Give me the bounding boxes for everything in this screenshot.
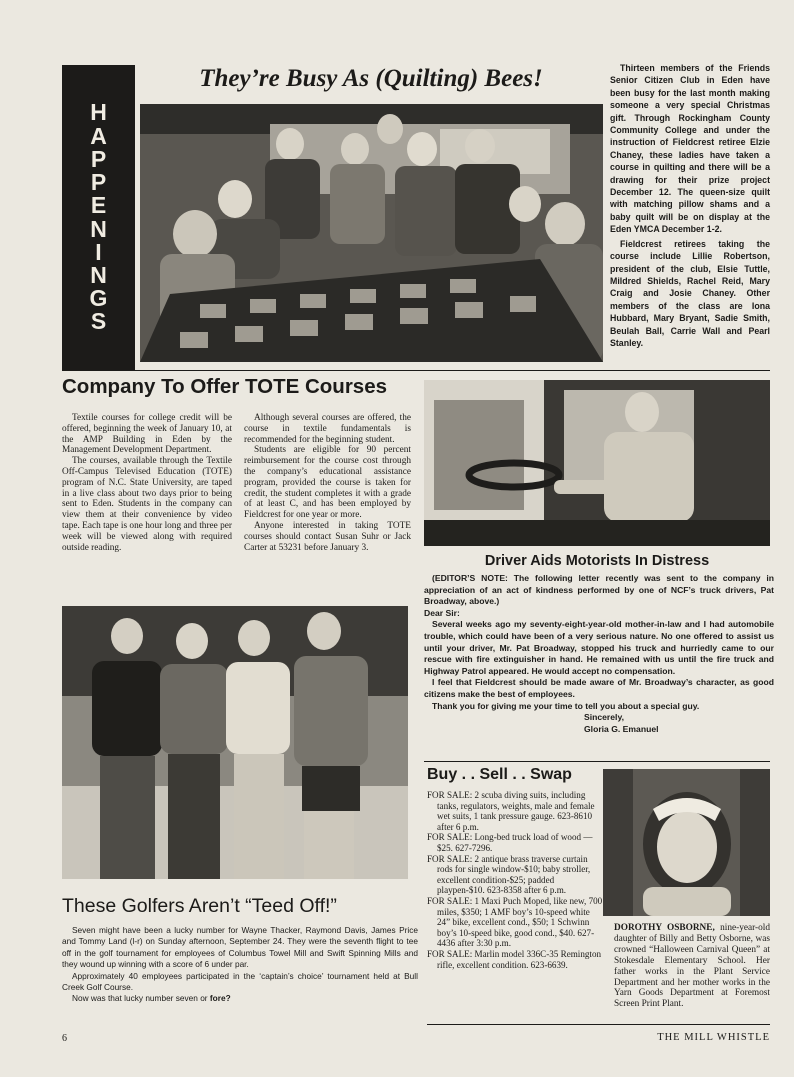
classified-ad: FOR SALE: Long-bed truck load of wood — $25. 627-7296. [427,832,593,853]
tote-column-2 [244,413,411,553]
banner-letter: A [90,122,107,149]
publication-name: THE MILL WHISTLE [657,1032,770,1043]
golf-closing-punchline: fore? [209,993,231,1004]
banner-letter: N [90,215,107,242]
letter-closing: Sincerely, [584,712,624,723]
banner-letter: N [90,261,107,288]
quilting-article [610,62,770,349]
golf-closing [62,993,418,1004]
swap-headline: Buy . . Sell . . Swap [427,766,572,783]
banner-letter: P [90,145,107,172]
letter-salutation: Dear Sir: [424,607,460,618]
banner-letter: S [90,308,107,335]
letter-signature: Gloria G. Emanuel [584,723,659,734]
golf-article [62,925,418,1005]
carnival-queen-photo [603,769,770,916]
banner-letter: G [89,285,108,312]
classified-ad: FOR SALE: Marlin model 336C-35 Remington rifle, excellent condition. 623-6639. [427,948,602,970]
quilting-photo-illustration [140,104,603,362]
quilting-headline: They’re Busy As (Quilting) Bees! [199,65,543,92]
driver-letter [424,573,774,735]
quilting-paragraph: Thirteen members of the Friends Senior Citizen Club in Eden have been busy for the last month making someone a very special Christmas gift. Through Rockingham County Community College and under the instruction of Fieldcrest retiree Elzie Chaney, these ladies have taken a course in quilting and there will be a drawing for their prize project December 12. The queen-size quilt with matching pillow shams and a baby quilt will be on display at the Eden YMCA December 1-2. [610,63,770,235]
footer-divider [427,1024,770,1025]
golf-closing-text: Now was that lucky number seven or [72,993,210,1004]
golfers-illustration [62,606,408,879]
tote-paragraph: Textile courses for college credit will be offered, beginning the week of January 10, at the AMP Building in Eden by the Management Development Department. [62,413,232,456]
banner-letter: H [90,99,107,126]
tote-column-1 [62,413,232,553]
classified-ad: FOR SALE: 1 Maxi Puch Moped, like new, 700 miles, $350; 1 AMF boy’s 10-speed white 24” bike, excellent cond., $50; 1 Schwinn boy’s 10-speed bike, good cond., $40. 627-4436 after 3:30 p.m. [427,895,603,949]
letter-paragraph: Thank you for giving me your time to tell you about a special guy. [432,700,700,711]
banner-letter: P [90,169,107,196]
editor-note: (EDITOR’S NOTE: The following letter recently was sent to the company in appreciation of an act of kindness performed by one of NCF’s truck drivers, Pat Broadway, above.) [424,573,774,607]
caption-name: DOROTHY OSBORNE, [614,923,715,933]
carnival-queen-illustration [603,769,770,916]
classified-ads [427,790,603,970]
quilting-photo [140,104,603,362]
golf-paragraph: Approximately 40 employees participated in the ‘captain’s choice’ tournament held at Bull Creek Golf Course. [62,970,418,993]
carnival-queen-caption [614,923,770,1010]
truck-driver-illustration [424,380,770,546]
page-number: 6 [62,1033,67,1044]
section-divider [424,761,770,762]
letter-paragraph: I feel that Fieldcrest should be made aware of Mr. Broadway’s character, as good citizens make the best of employees. [424,677,774,699]
section-divider [62,370,770,371]
caption-text: nine-year-old daughter of Billy and Betty Osborne, was crowned “Halloween Carnival Queen” at Stokesdale Elementary School. Her father works in the Plant Service Department and her mother works in the Yarn Goods Department at Foremost Screen Print Plant. [614,923,770,1010]
tote-paragraph: Anyone interested in taking TOTE courses should contact Susan Suhr or Jack Carter at 53231 before January 3. [244,520,411,553]
tote-paragraph: The courses, available through the Textile Off-Campus Televised Education (TOTE) program of N.C. State University, are taped in a live class about two days prior to being sent to Eden. Students in the company can view them at their convenience by video tape. Each tape is one hour long and three per week will be viewed along with required outside reading. [62,456,232,553]
tote-headline: Company To Offer TOTE Courses [62,375,388,398]
tote-paragraph: Although several courses are offered, the course in textile fundamentals is recommended for the beginning student. [244,413,411,445]
truck-driver-photo [424,380,770,546]
banner-letter: E [90,192,107,219]
happenings-banner [62,65,135,370]
golfers-photo [62,606,408,879]
golf-paragraph: Seven might have been a lucky number for Wayne Thacker, Raymond Davis, James Price and Tommy Land (l-r) on Sunday afternoon, September 24. They were the seventh flight to tee off in the golf tournament for employees of Columbus Towel Mill and Swift Spinning Mills and they wound up winning with a score of 6 under par. [62,925,418,970]
classified-ad: FOR SALE: 2 antique brass traverse curtain rods for single window-$10; baby stroller, excellent condition-$25; padded playpen-$10. 623-8358 after 6 p.m. [427,853,591,896]
banner-letter: I [95,238,102,265]
letter-paragraph: Several weeks ago my seventy-eight-year-old mother-in-law and I had automobile trouble, which could have been of a very serious nature. No one offered to assist us until your driver, Mr. Pat Broadway, stopped his truck and hurriedly came to our rescue with fire extinguisher in hand. He remained with us until the fire truck and Highway Patrol appeared. He would accept no compensation. [424,619,774,676]
quilting-paragraph: Fieldcrest retirees taking the course include Lillie Robertson, president of the club, Elsie Tuttle, Mildred Shields, Rachel Reid, Mary Craig and Josie Chaney. Other members of the class are Iona Hubbard, Mary Bryant, Sadie Smith, Beulah Ball, Carrie Wall and Pearl Stanley. [610,238,770,348]
tote-paragraph: Students are eligible for 90 percent reimbursement for the course cost through the company’s educational assistance program, provided the course is taken for credit, the student completes it with a grade of at least C, and has been employed by Fieldcrest for one year or more. [244,445,411,521]
driver-headline: Driver Aids Motorists In Distress [484,553,710,569]
classified-ad: FOR SALE: 2 scuba diving suits, including tanks, regulators, weights, male and female wet suits, 1 tank pressure gauge. 623-8610 after 6 p.m. [427,790,595,832]
golf-headline: These Golfers Aren’t “Teed Off!” [62,895,337,917]
